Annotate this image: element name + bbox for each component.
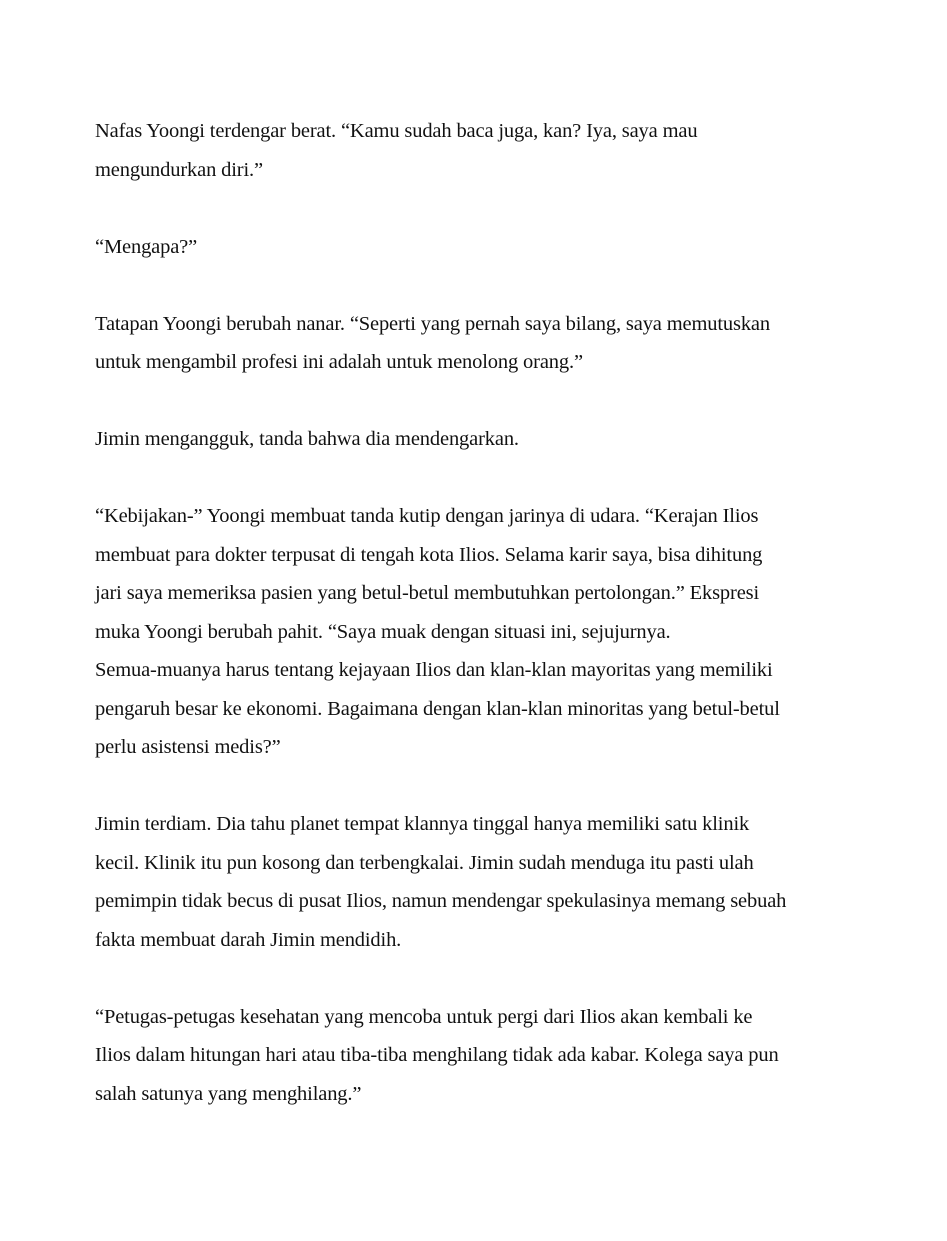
paragraph-7 [95,998,865,1114]
paragraph-2 [95,228,865,267]
text-line: fakta membuat darah Jimin mendidih. [95,928,402,951]
paragraph-6 [95,805,865,959]
text-line: untuk mengambil profesi ini adalah untuk menolong orang.” [95,351,583,373]
text-line: kecil. Klinik itu pun kosong dan terbengkalai. Jimin sudah menduga itu pasti ulah [95,851,754,874]
text-line: Tatapan Yoongi berubah nanar. “Seperti yang pernah saya bilang, saya memutuskan [95,312,770,335]
paragraph-5 [95,497,865,767]
text-line: “Petugas-petugas kesehatan yang mencoba untuk pergi dari Ilios akan kembali ke [95,1005,753,1028]
text-line: jari saya memeriksa pasien yang betul-betul membutuhkan pertolongan.” Ekspresi [95,582,760,604]
text-line: Ilios dalam hitungan hari atau tiba-tiba menghilang tidak ada kabar. Kolega saya pun [95,1044,779,1066]
text-line: Semua-muanya harus tentang kejayaan Ilios dan klan-klan mayoritas yang memiliki [95,659,773,681]
paragraph-4 [95,420,865,459]
text-line: pemimpin tidak becus di pusat Ilios, namun mendengar spekulasinya memang sebuah [95,890,787,912]
text-line: Nafas Yoongi terdengar berat. “Kamu sudah baca juga, kan? Iya, saya mau [95,120,698,142]
text-line: pengaruh besar ke ekonomi. Bagaimana dengan klan-klan minoritas yang betul-betul [95,697,780,720]
text-line: salah satunya yang menghilang.” [95,1082,362,1105]
paragraph-3 [95,305,865,382]
document-body [95,112,865,1152]
text-line: perlu asistensi medis?” [95,736,281,758]
text-line: “Kebijakan-” Yoongi membuat tanda kutip dengan jarinya di udara. “Kerajan Ilios [95,505,759,527]
text-line: membuat para dokter terpusat di tengah kota Ilios. Selama karir saya, bisa dihitung [95,543,763,566]
paragraph-1 [95,112,865,189]
text-line: muka Yoongi berubah pahit. “Saya muak dengan situasi ini, sejujurnya. [95,620,671,643]
text-line: mengundurkan diri.” [95,158,263,181]
text-line: Jimin mengangguk, tanda bahwa dia mendengarkan. [95,428,519,450]
text-line: “Mengapa?” [95,235,198,258]
text-line: Jimin terdiam. Dia tahu planet tempat klannya tinggal hanya memiliki satu klinik [95,813,750,835]
